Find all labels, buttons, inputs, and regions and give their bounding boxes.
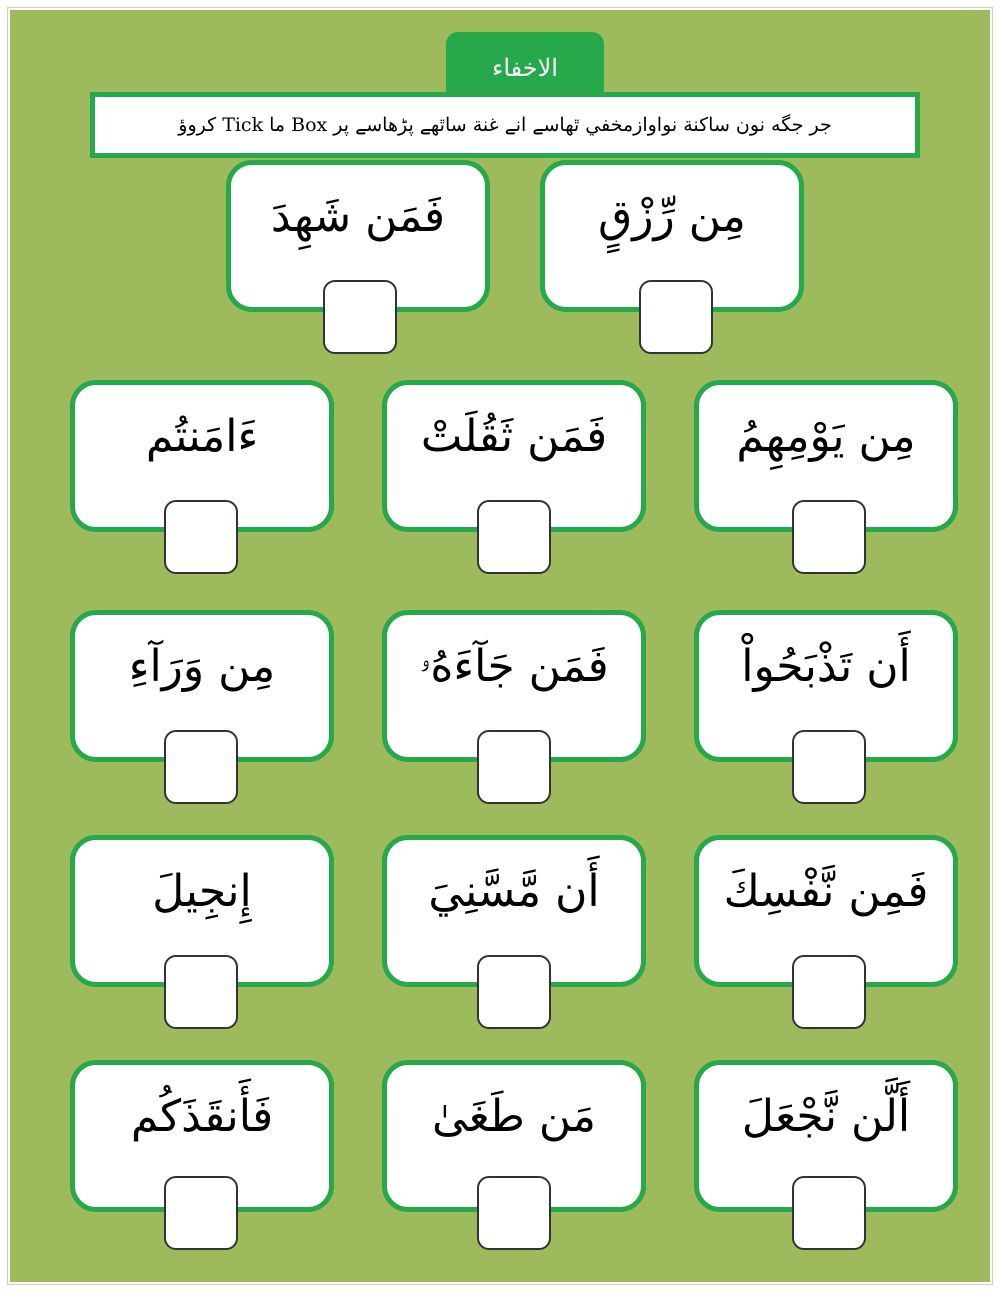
tick-box[interactable]	[792, 955, 866, 1029]
word-text: ءَامَنتُم	[145, 411, 259, 462]
word-text: فَمَن شَهِدَ	[270, 191, 446, 242]
word-text: فَمِن نَّفْسِكَ	[723, 866, 929, 917]
tick-box[interactable]	[477, 730, 551, 804]
tick-box[interactable]	[477, 955, 551, 1029]
word-text: أَن تَذْبَحُواْ	[741, 641, 911, 692]
instruction-text: جر جگه نون ساكنة نواوازمخفي ٿهاسے انے غنة ساٿهے پڑهاسے پر Box ما Tick كروؤ	[90, 92, 920, 158]
word-text: أَن مَّسَّنِيَ	[428, 866, 600, 917]
tick-box[interactable]	[792, 730, 866, 804]
tick-box[interactable]	[477, 500, 551, 574]
word-text: أَلَّن نَّجْعَلَ	[741, 1091, 911, 1142]
word-text: مَن طَغَىٰ	[432, 1091, 596, 1142]
word-text: فَمَن جَآءَهُۥ	[419, 641, 609, 692]
tick-box[interactable]	[323, 280, 397, 354]
tick-box[interactable]	[477, 1176, 551, 1250]
worksheet	[8, 8, 992, 1284]
tick-box[interactable]	[792, 1176, 866, 1250]
tick-box[interactable]	[792, 500, 866, 574]
worksheet-title: الاخفاء	[446, 32, 604, 100]
word-text: مِن يَوْمِهِمُ	[736, 411, 916, 462]
tick-box[interactable]	[164, 955, 238, 1029]
tick-box[interactable]	[639, 280, 713, 354]
tick-box[interactable]	[164, 730, 238, 804]
tick-box[interactable]	[164, 1176, 238, 1250]
word-text: مِن رِّزْقٍ	[598, 191, 746, 242]
word-text: فَمَن ثَقُلَتْ	[420, 411, 608, 462]
word-text: فَأَنقَذَكُم	[130, 1091, 274, 1142]
tick-box[interactable]	[164, 500, 238, 574]
word-text: إِنجِيلَ	[152, 866, 252, 917]
word-text: مِن وَرَآءِ	[128, 641, 276, 692]
